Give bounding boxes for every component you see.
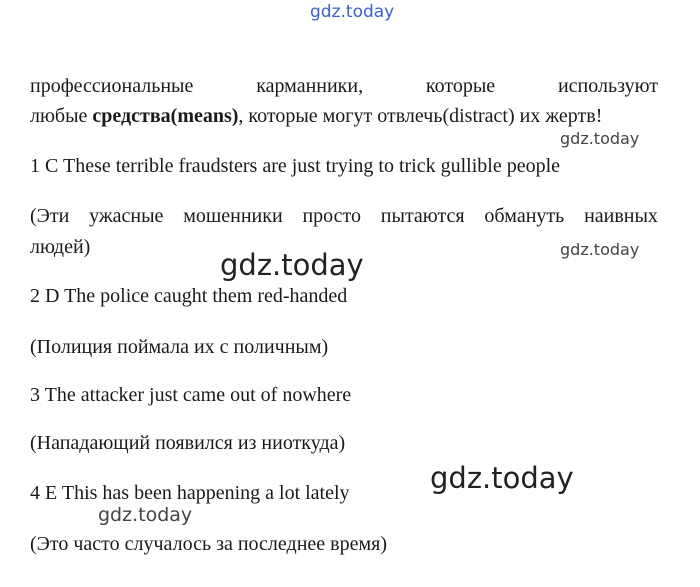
bold-term: средства(means) [92,105,239,127]
item-1-russian-line-2: людей) [30,236,91,258]
word: карманники, [256,75,364,97]
word: ужасные [89,205,164,227]
watermark-2: gdz.today [560,240,640,259]
item-1-english: 1 C These terrible fraudsters are just trying to trick gullible people [30,155,561,177]
word: мошенники [183,205,283,227]
item-3-russian: (Нападающий появился из ниоткуда) [30,432,346,454]
word: наивных [584,205,658,227]
word: профессиональные [30,75,194,97]
item-1-russian-line-1 [30,204,658,228]
item-4-english: 4 E This has been happening a lot lately [30,482,350,504]
word: пытаются [380,205,465,227]
item-4-russian: (Это часто случалось за последнее время) [30,533,387,555]
item-3-english: 3 The attacker just came out of nowhere [30,384,352,406]
text-prefix: любые [30,105,93,127]
watermark-1: gdz.today [560,129,640,148]
word: (Эти [30,205,70,227]
watermark-5: gdz.today [98,504,193,526]
word: просто [302,205,362,227]
text-line-2 [30,104,602,128]
watermark-top: gdz.today [310,2,395,22]
word: обмануть [484,205,565,227]
word: которые [425,75,496,97]
text-line-1 [30,74,658,98]
item-2-russian: (Полиция поймала их с поличным) [30,336,329,358]
word: используют [557,75,658,97]
text-suffix: , которые могут отвлечь(distract) их жертв! [238,105,603,127]
watermark-3: gdz.today [220,248,364,282]
watermark-4: gdz.today [430,461,574,495]
item-2-english: 2 D The police caught them red-handed [30,285,348,307]
